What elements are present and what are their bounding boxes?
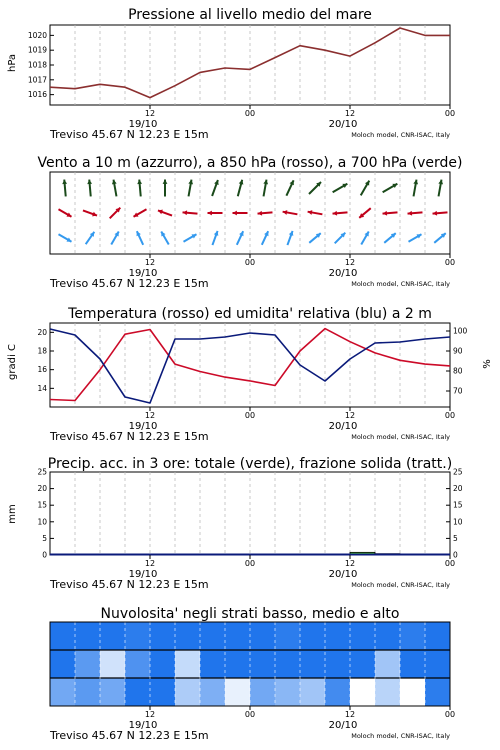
wind-850-arrow [59, 209, 72, 217]
y-right-tick-label: 90 [453, 346, 463, 356]
credit-label: Moloch model, CNR-ISAC, Italy [351, 280, 450, 288]
wind-arrow-head [433, 211, 438, 216]
cloud-cell-basso [150, 678, 175, 706]
wind-700-arrow [286, 180, 294, 195]
cloud-cell-alto [50, 622, 75, 650]
wind-850-arrow [408, 211, 423, 216]
wind-700-arrow [309, 182, 321, 194]
cloud-cell-medio [375, 650, 400, 678]
wind-10m-arrow [184, 234, 197, 242]
x-tick-label: 00 [444, 710, 456, 719]
wind-arrow-head [333, 211, 338, 216]
wind-700-arrow [333, 184, 348, 193]
temperature-title: Temperatura (rosso) ed umidita' relativa (blu) a 2 m [68, 306, 432, 322]
y-tick-label: 1019 [27, 45, 47, 55]
date-label: 20/10 [328, 119, 358, 130]
cloud-cell-basso [75, 678, 100, 706]
y-tick-label: 1017 [27, 75, 47, 85]
wind-850-arrow [359, 208, 370, 218]
cloud-cell-basso [50, 678, 75, 706]
y-tick-label: 1020 [27, 30, 47, 40]
wind-title: Vento a 10 m (azzurro), a 850 hPa (rosso), a 700 hPa (verde) [37, 155, 463, 171]
credit-label: Moloch model, CNR-ISAC, Italy [351, 131, 450, 139]
x-tick-label: 00 [244, 710, 256, 719]
y-tick-label: 1016 [27, 90, 47, 100]
wind-arrow-head [383, 211, 388, 216]
wind-arrow-head [163, 180, 168, 184]
cloud-cell-basso [175, 678, 200, 706]
cloud-cell-medio [200, 650, 225, 678]
cloud-cell-basso [200, 678, 225, 706]
y-tick-label: 16 [37, 365, 47, 375]
x-tick-label: 12 [344, 258, 356, 267]
wind-arrow-head [137, 180, 142, 185]
cloud-cell-alto [125, 622, 150, 650]
wind-10m-arrow [361, 232, 369, 245]
wind-10m-arrow [212, 231, 218, 245]
credit-label: Moloch model, CNR-ISAC, Italy [351, 581, 450, 589]
wind-700-arrow [263, 180, 268, 197]
y-right-tick-label: 0 [453, 550, 458, 560]
y-tick-label: 20 [37, 327, 47, 337]
cloud-cell-alto [175, 622, 200, 650]
wind-arrow-head [233, 211, 237, 216]
cloud-cell-basso [400, 678, 425, 706]
date-label: 20/10 [328, 268, 358, 279]
date-label: 19/10 [128, 268, 158, 279]
wind-10m-arrow [161, 232, 169, 245]
wind-700-arrow [238, 180, 244, 196]
cloud-cell-alto [200, 622, 225, 650]
wind-700-arrow [163, 180, 168, 197]
cloud-cell-alto [325, 622, 350, 650]
wind-arrow-head [87, 180, 92, 185]
y-right-tick-label: 20 [453, 484, 463, 494]
wind-arrow-head [408, 211, 413, 216]
wind-850-arrow [383, 211, 398, 216]
cloud-cell-alto [75, 622, 100, 650]
x-tick-label: 00 [244, 411, 256, 420]
y-tick-label: 14 [37, 383, 47, 393]
x-tick-label: 12 [144, 710, 156, 719]
x-tick-label: 00 [244, 559, 256, 568]
pressure-title: Pressione al livello medio del mare [128, 7, 372, 23]
wind-10m-arrow [111, 232, 119, 245]
cloud-cell-medio [100, 650, 125, 678]
cloud-cell-alto [400, 622, 425, 650]
wind-arrow-head [183, 210, 188, 215]
cloud-cell-medio [400, 650, 425, 678]
cloud-cell-medio [225, 650, 250, 678]
date-label: 19/10 [128, 119, 158, 130]
wind-850-arrow [83, 210, 97, 216]
cloud-cell-medio [325, 650, 350, 678]
y-tick-label: 1018 [27, 60, 47, 70]
cloud-cell-basso [325, 678, 350, 706]
wind-850-arrow [110, 208, 121, 219]
cloud-cell-medio [300, 650, 325, 678]
wind-arrow-head [258, 211, 263, 216]
cloud-panel [49, 606, 455, 742]
wind-arrow-head [62, 180, 67, 185]
wind-panel [37, 155, 462, 290]
cloud-cell-basso [250, 678, 275, 706]
humidity-y-label: % [482, 359, 493, 369]
y-tick-label: 10 [37, 517, 47, 527]
wind-10m-arrow [335, 233, 346, 244]
temperature-y-label: gradi C [7, 344, 18, 380]
wind-700-arrow [413, 180, 418, 197]
wind-700-arrow [212, 180, 219, 196]
date-label: 19/10 [128, 421, 158, 432]
date-label: 19/10 [128, 569, 158, 580]
wind-700-arrow [87, 180, 92, 197]
cloud-cell-alto [275, 622, 300, 650]
cloud-cell-medio [50, 650, 75, 678]
x-tick-label: 12 [344, 559, 356, 568]
wind-700-arrow [361, 181, 370, 196]
wind-700-arrow [62, 180, 67, 197]
x-tick-label: 00 [244, 109, 256, 118]
x-tick-label: 12 [144, 258, 156, 267]
cloud-cell-alto [225, 622, 250, 650]
cloud-cell-basso [300, 678, 325, 706]
y-right-tick-label: 100 [453, 326, 468, 336]
cloud-cell-basso [125, 678, 150, 706]
wind-850-arrow [208, 211, 223, 216]
y-right-tick-label: 10 [453, 517, 463, 527]
wind-10m-arrow [384, 233, 395, 243]
wind-10m-arrow [137, 231, 144, 245]
x-tick-label: 12 [344, 411, 356, 420]
wind-700-arrow [188, 180, 193, 197]
wind-10m-arrow [409, 234, 422, 242]
station-label: Treviso 45.67 N 12.23 E 15m [50, 430, 209, 443]
y-tick-label: 20 [37, 484, 47, 494]
wind-10m-arrow [59, 234, 72, 242]
station-label: Treviso 45.67 N 12.23 E 15m [50, 277, 209, 290]
y-tick-label: 5 [42, 533, 47, 543]
precipitation-y-label: mm [7, 504, 18, 524]
cloud-cell-medio [150, 650, 175, 678]
credit-label: Moloch model, CNR-ISAC, Italy [351, 433, 450, 441]
cloud-cell-alto [425, 622, 450, 650]
cloud-cell-alto [250, 622, 275, 650]
y-right-tick-label: 80 [453, 366, 463, 376]
cloud-cell-medio [350, 650, 375, 678]
x-tick-label: 00 [444, 411, 456, 420]
x-tick-label: 00 [244, 258, 256, 267]
cloud-cell-alto [300, 622, 325, 650]
cloud-cell-alto [375, 622, 400, 650]
wind-850-arrow [433, 211, 448, 216]
wind-10m-arrow [262, 231, 269, 245]
x-tick-label: 12 [344, 109, 356, 118]
cloud-cell-basso [350, 678, 375, 706]
x-tick-label: 00 [444, 109, 456, 118]
wind-10m-arrow [287, 231, 293, 245]
wind-10m-arrow [237, 231, 244, 245]
pressure-panel [7, 7, 455, 141]
wind-850-arrow [134, 209, 147, 217]
wind-700-arrow [112, 180, 117, 197]
x-tick-label: 00 [444, 258, 456, 267]
cloud-cell-basso [100, 678, 125, 706]
cloud-cell-alto [350, 622, 375, 650]
cloud-cell-basso [425, 678, 450, 706]
wind-850-arrow [333, 211, 348, 216]
cloud-cell-alto [150, 622, 175, 650]
y-tick-label: 25 [37, 467, 47, 477]
wind-700-arrow [438, 180, 443, 197]
wind-10m-arrow [86, 232, 95, 244]
wind-850-arrow [183, 210, 198, 215]
wind-850-arrow [233, 211, 248, 216]
credit-label: Moloch model, CNR-ISAC, Italy [351, 732, 450, 740]
pressure-y-label: hPa [7, 53, 18, 73]
y-right-tick-label: 15 [453, 500, 463, 510]
cloud-title: Nuvolosita' negli strati basso, medio e alto [100, 606, 400, 622]
x-tick-label: 12 [144, 559, 156, 568]
y-tick-label: 0 [42, 550, 47, 560]
wind-arrow-head [208, 211, 212, 216]
date-label: 19/10 [128, 720, 158, 731]
precipitation-panel [7, 456, 463, 591]
y-right-tick-label: 5 [453, 533, 458, 543]
wind-700-arrow [383, 184, 398, 193]
station-label: Treviso 45.67 N 12.23 E 15m [50, 578, 209, 591]
y-right-tick-label: 70 [453, 386, 463, 396]
station-label: Treviso 45.67 N 12.23 E 15m [50, 729, 209, 742]
cloud-cell-medio [175, 650, 200, 678]
x-tick-label: 12 [144, 109, 156, 118]
x-tick-label: 00 [444, 559, 456, 568]
cloud-cell-basso [225, 678, 250, 706]
wind-10m-arrow [309, 233, 320, 243]
cloud-cell-basso [275, 678, 300, 706]
date-label: 20/10 [328, 421, 358, 432]
date-label: 20/10 [328, 569, 358, 580]
y-tick-label: 15 [37, 500, 47, 510]
station-label: Treviso 45.67 N 12.23 E 15m [50, 128, 209, 141]
cloud-cell-medio [425, 650, 450, 678]
x-tick-label: 12 [344, 710, 356, 719]
date-label: 20/10 [328, 720, 358, 731]
cloud-cell-alto [100, 622, 125, 650]
wind-850-arrow [283, 210, 298, 215]
cloud-cell-medio [75, 650, 100, 678]
y-tick-label: 18 [37, 346, 47, 356]
cloud-cell-medio [125, 650, 150, 678]
y-right-tick-label: 25 [453, 467, 463, 477]
wind-850-arrow [158, 210, 172, 216]
temperature-panel [7, 306, 493, 443]
x-tick-label: 12 [144, 411, 156, 420]
cloud-cell-medio [275, 650, 300, 678]
wind-10m-arrow [434, 233, 445, 243]
cloud-cell-medio [250, 650, 275, 678]
wind-700-arrow [137, 180, 142, 197]
precipitation-title: Precip. acc. in 3 ore: totale (verde), frazione solida (tratt.) [47, 456, 453, 472]
cloud-cell-basso [375, 678, 400, 706]
wind-850-arrow [308, 210, 323, 215]
wind-850-arrow [258, 211, 273, 216]
